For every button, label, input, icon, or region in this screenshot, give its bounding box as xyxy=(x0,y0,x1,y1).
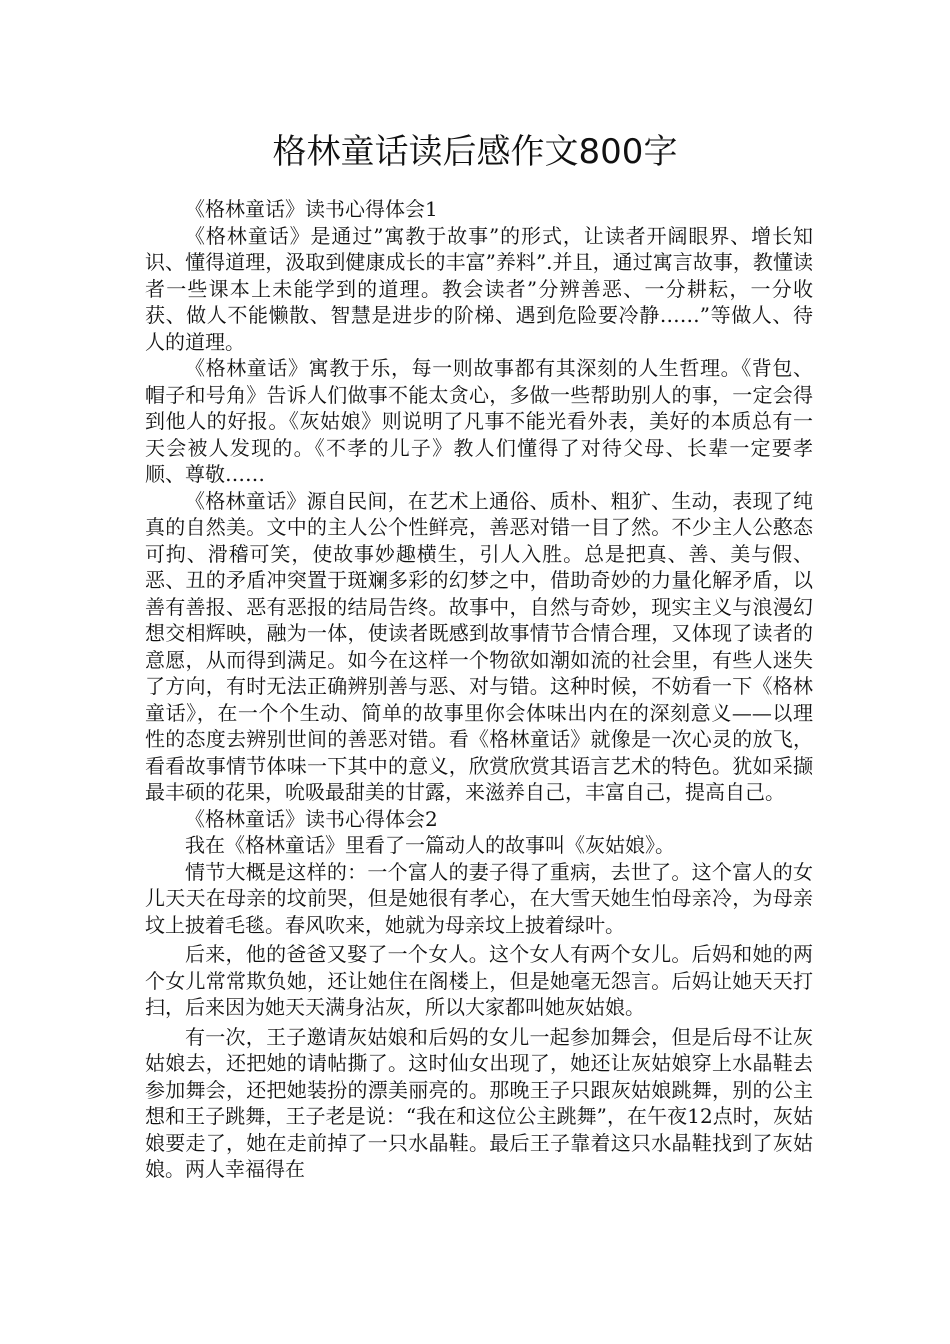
paragraph-7: 情节大概是这样的：一个富人的妻子得了重病，去世了。这个富人的女儿天天在母亲的坟前哭，但是她很有孝心，在大雪天她生怕母亲冷，为母亲坟上披着毛毯。春风吹来，她就为母亲坟上披着绿叶。 xyxy=(145,859,813,937)
paragraph-3: 《格林童话》寓教于乐，每一则故事都有其深刻的人生哲理。《背包、帽子和号角》告诉人们做事不能太贪心，多做一些帮助别人的事，一定会得到他人的好报。《灰姑娘》则说明了凡事不能光看外表，美好的本质总有一天会被人发现的。《不孝的儿子》教人们懂得了对待父母、长辈一定要孝顺、尊敬…… xyxy=(145,356,813,486)
paragraph-1-heading: 《格林童话》读书心得体会1 xyxy=(185,197,438,221)
paragraph-8: 后来，他的爸爸又娶了一个女人。这个女人有两个女儿。后妈和她的两个女儿常常欺负她，还让她住在阁楼上，但是她毫无怨言。后妈让她天天打扫，后来因为她天天满身沾灰，所以大家都叫她灰姑娘。 xyxy=(145,942,813,1019)
paragraph-6: 我在《格林童话》里看了一篇动人的故事叫《灰姑娘》。 xyxy=(185,833,675,857)
paragraph-9: 有一次，王子邀请灰姑娘和后妈的女儿一起参加舞会，但是后母不让灰姑娘去，还把她的请帖撕了。这时仙女出现了，她还让灰姑娘穿上水晶鞋去参加舞会，还把她装扮的漂美丽亮的。那晚王子只跟灰姑娘跳舞，别的公主想和王子跳舞，王子老是说：“我在和这位公主跳舞”，在午夜12点时，灰姑娘要走了，她在走前掉了一只水晶鞋。最后王子靠着这只水晶鞋找到了灰姑娘。两人幸福得在 xyxy=(145,1024,813,1181)
document-title: 格林童话读后感作文800字 xyxy=(272,132,678,172)
paragraph-5-heading: 《格林童话》读书心得体会2 xyxy=(185,806,438,831)
paragraph-4: 《格林童话》源自民间，在艺术上通俗、质朴、粗犷、生动，表现了纯真的自然美。文中的主人公个性鲜亮，善恶对错一目了然。不少主人公憨态可拘、滑稽可笑，使故事妙趣横生，引人入胜。总是把真、善、美与假、恶、丑的矛盾冲突置于斑斓多彩的幻梦之中，借助奇妙的力量化解矛盾，以善有善报、恶有恶报的结局告终。故事中，自然与奇妙，现实主义与浪漫幻想交相辉映，融为一体，使读者既感到故事情节合情合理，又体现了读者的意愿，从而得到满足。如今在这样一个物欲如潮如流的社会里，有些人迷失了方向，有时无法正确辨别善与恶、对与错。这种时候，不妨看一下《格林童话》，在一个个生动、简单的故事里你会体味出内在的深刻意义——以理性的态度去辨别世间的善恶对错。看《格林童话》就像是一次心灵的放飞，看看故事情节体味一下其中的意义，欣赏欣赏其语言艺术的特色。犹如采撷最丰硕的花果，吮吸最甜美的甘露，来滋养自己，丰富自己，提高自己。 xyxy=(145,488,813,804)
document-body xyxy=(145,196,813,1183)
paragraph-2: 《格林童话》是通过”寓教于故事”的形式，让读者开阔眼界、增长知识、懂得道理，汲取到健康成长的丰富”养料”.并且，通过寓言故事，教懂读者一些课本上未能学到的道理。教会读者”分辨善恶、一分耕耘，一分收获、做人不能懒散、智慧是进步的阶梯、遇到危险要冷静……”等做人、待人的道理。 xyxy=(145,223,813,354)
